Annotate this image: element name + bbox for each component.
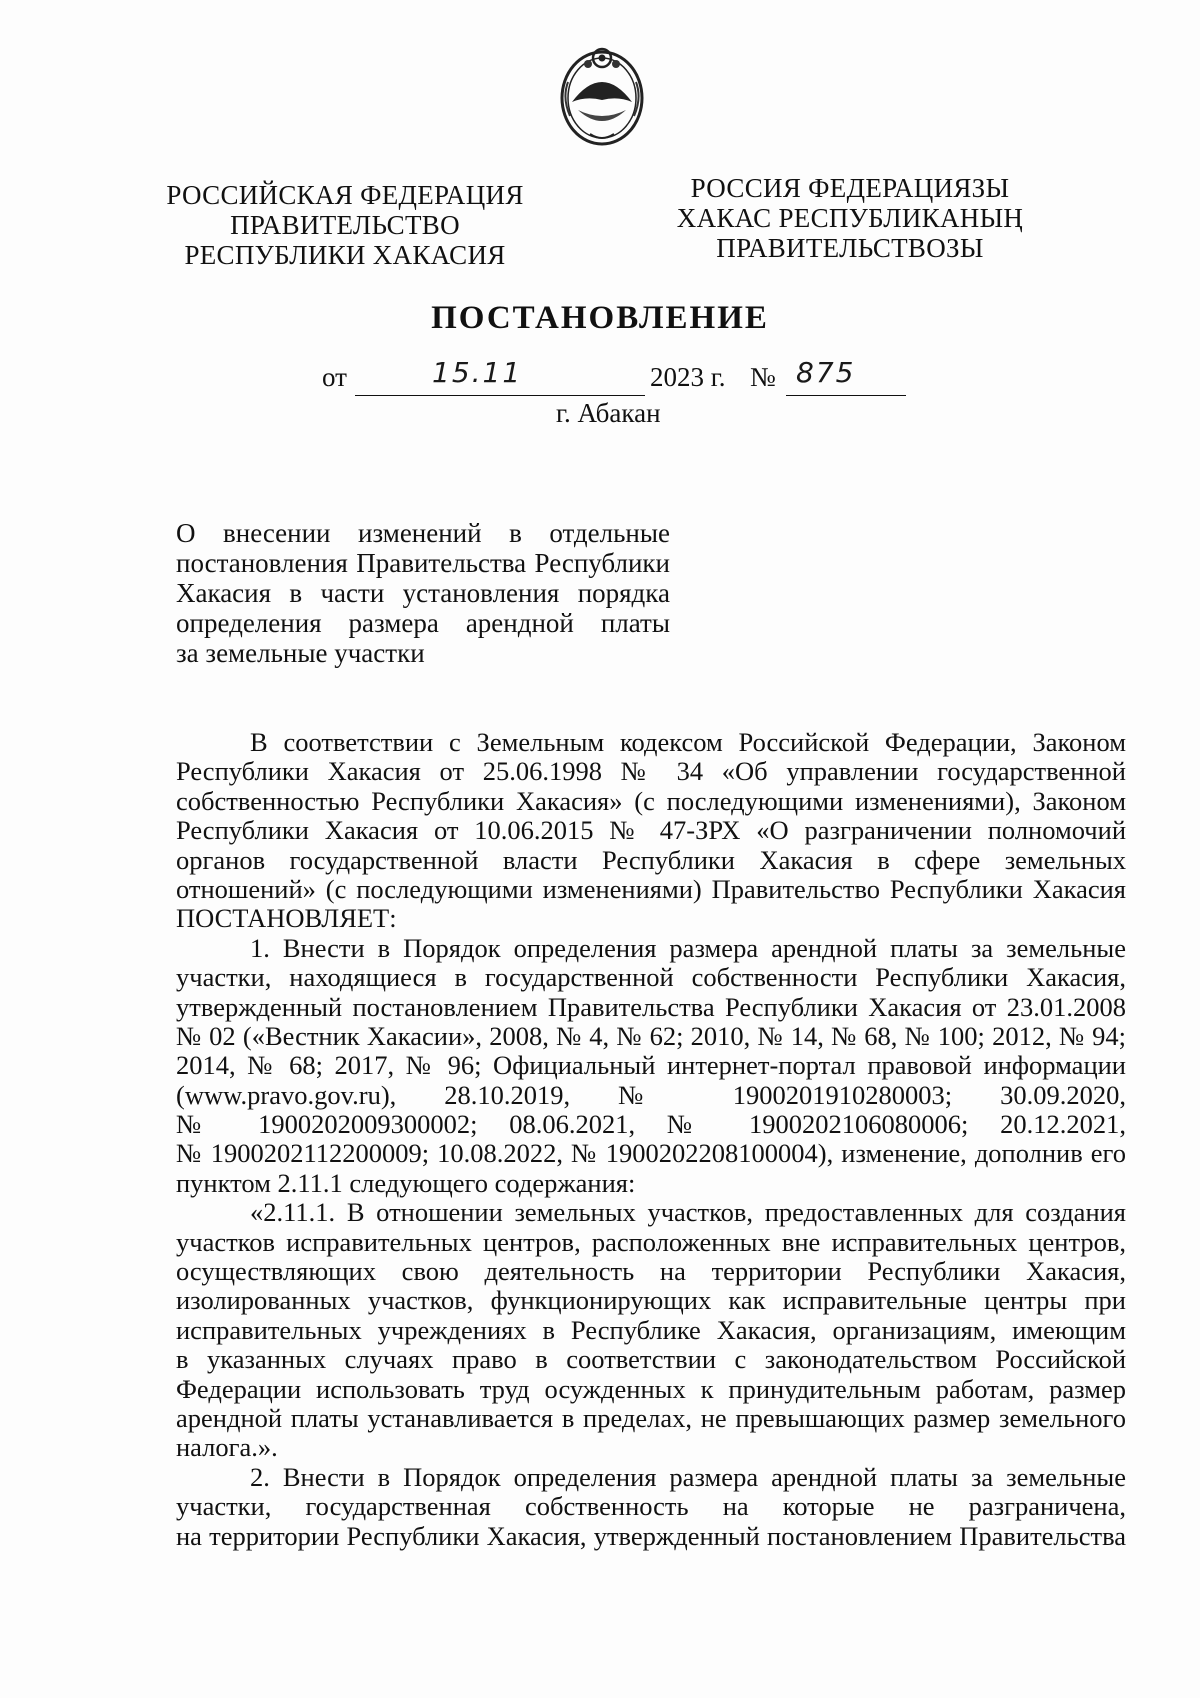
handwritten-number: 875 [796, 356, 856, 389]
body-line: участки, находящиеся в государственной собственности Республики Хакасия, [176, 963, 1126, 993]
document-title: ПОСТАНОВЛЕНИЕ [431, 300, 769, 336]
subject-line: за земельные участки [176, 638, 425, 668]
handwritten-date: 15.11 [432, 356, 523, 389]
body-line: № 02 («Вестник Хакасии», 2008, № 4, № 62; 2010, № 14, № 68, № 100; 2012, № 94; [176, 1021, 1126, 1051]
header-left-line: РОССИЙСКАЯ ФЕДЕРАЦИЯ [166, 180, 524, 210]
body-line: исправительных учреждениях в Республике Хакасия, организациям, имеющим [176, 1315, 1126, 1345]
subject-line: О внесении изменений в отдельные [176, 518, 670, 548]
body-line: Республики Хакасия от 25.06.1998 № 34 «Об управлении государственной [176, 757, 1126, 787]
body-line: № 1900202009300002; 08.06.2021, № 1900202106080006; 20.12.2021, [176, 1110, 1126, 1140]
subject-line: постановления Правительства Республики [176, 548, 670, 578]
body-line: В соответствии с Земельным кодексом Российской Федерации, Законом [250, 728, 1126, 757]
document-subject [176, 518, 670, 668]
header-right-line: ХАКАС РЕСПУБЛИКАНЫҢ [676, 203, 1024, 233]
body-line: осуществляющих свою деятельность на территории Республики Хакасия, [176, 1257, 1126, 1287]
header-right-line: РОССИЯ ФЕДЕРАЦИЯЗЫ [690, 173, 1010, 203]
body-line: в указанных случаях право в соответствии с законодательством Российской [176, 1345, 1126, 1375]
date-year: 2023 г. [650, 362, 726, 392]
header-right-block [660, 173, 1040, 263]
city-name: г. Абакан [556, 398, 661, 428]
header-left-block [160, 180, 530, 270]
body-line: арендной платы устанавливается в пределах, не превышающих размер земельного [176, 1403, 1126, 1433]
subject-line: Хакасия в части установления порядка [176, 578, 670, 608]
subject-line: определения размера арендной платы [176, 608, 670, 638]
header-right-line: ПРАВИТЕЛЬСТВОЗЫ [716, 233, 984, 263]
header-left-line: РЕСПУБЛИКИ ХАКАСИЯ [184, 240, 506, 270]
body-line: органов государственной власти Республики Хакасия в сфере земельных [176, 845, 1126, 875]
body-line: «2.11.1. В отношении земельных участков, предоставленных для создания [250, 1198, 1126, 1228]
body-line: Республики Хакасия от 10.06.2015 № 47-ЗРХ «О разграничении полномочий [176, 816, 1126, 846]
header-left-line: ПРАВИТЕЛЬСТВО [230, 210, 460, 240]
body-line: пунктом 2.11.1 следующего содержания: [176, 1168, 636, 1198]
body-line: отношений» (с последующими изменениями) Правительство Республики Хакасия [176, 874, 1126, 904]
body-line: 1. Внести в Порядок определения размера арендной платы за земельные [250, 933, 1126, 963]
body-line: № 1900202112200009; 10.08.2022, № 1900202208100004), изменение, дополнив его [176, 1139, 1126, 1169]
body-line: на территории Республики Хакасия, утвержденный постановлением Правительства [176, 1521, 1126, 1551]
body-line: утвержденный постановлением Правительства Республики Хакасия от 23.01.2008 [176, 992, 1126, 1022]
body-line: участки, государственная собственность на которые не разграничена, [176, 1492, 1126, 1522]
document-body [176, 728, 1126, 1551]
body-line: ПОСТАНОВЛЯЕТ: [176, 904, 397, 934]
body-line: Федерации использовать труд осужденных к принудительным работам, размер [176, 1374, 1126, 1404]
body-line: налога.». [176, 1433, 278, 1463]
body-line: (www.pravo.gov.ru), 28.10.2019, № 1900201910280003; 30.09.2020, [176, 1080, 1126, 1110]
number-sign: № [750, 362, 776, 392]
body-line: собственностью Республики Хакасия» (с последующими изменениями), Законом [176, 786, 1126, 816]
body-line: 2014, № 68; 2017, № 96; Официальный интернет-портал правовой информации [176, 1051, 1126, 1081]
date-prefix: от [322, 362, 347, 392]
coat-of-arms-emblem [558, 42, 646, 150]
body-line: 2. Внести в Порядок определения размера арендной платы за земельные [250, 1462, 1126, 1492]
body-line: изолированных участков, функционирующих как исправительные центры при [176, 1286, 1126, 1316]
body-line: участков исправительных центров, расположенных вне исправительных центров, [176, 1227, 1126, 1257]
